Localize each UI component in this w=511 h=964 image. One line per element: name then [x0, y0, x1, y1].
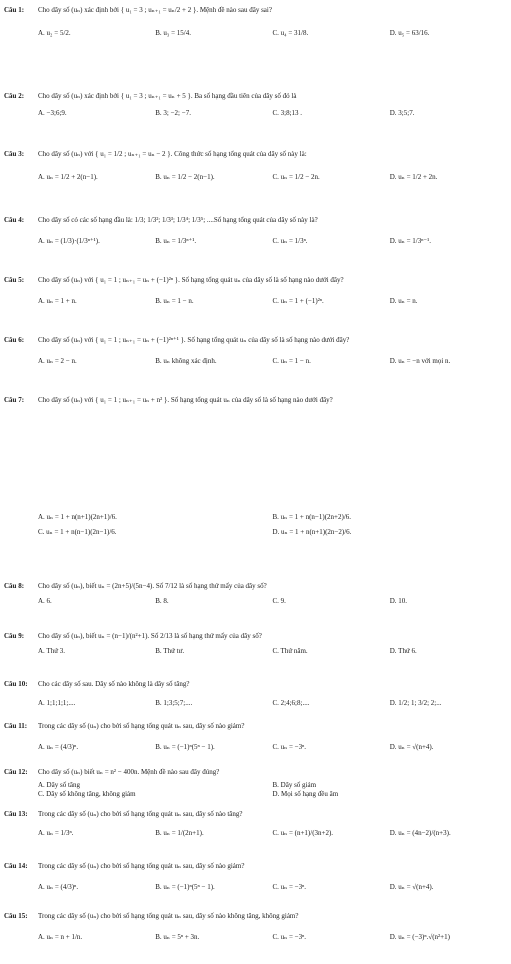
- option-a[interactable]: A. uₙ = 2 − n.: [38, 356, 77, 365]
- question-label: Câu 13:: [4, 810, 28, 818]
- question-10: [4, 680, 507, 708]
- option-b[interactable]: B. uₙ = 1/2 − 2(n−1).: [155, 172, 215, 181]
- option-b[interactable]: B. uₙ = 1 + n(n−1)(2n+2)/6.: [272, 512, 352, 521]
- question-label: Câu 6:: [4, 336, 25, 344]
- options-row: [38, 829, 507, 838]
- question-8: [4, 582, 507, 606]
- option-b[interactable]: B. Dãy số giảm: [272, 780, 317, 789]
- option-a[interactable]: A. uₙ = n + 1/n.: [38, 932, 83, 941]
- option-d[interactable]: D. uₙ = (4n−2)/(n+3).: [389, 828, 451, 837]
- option-d[interactable]: D. uₙ = 1/2 + 2n.: [389, 172, 438, 181]
- option-b[interactable]: B. 8.: [155, 596, 169, 605]
- option-a[interactable]: A. Thứ 3.: [38, 646, 65, 655]
- question-label: Câu 15:: [4, 912, 28, 920]
- option-d[interactable]: D. u₅ = 63/16.: [389, 28, 430, 37]
- option-b[interactable]: B. Thứ tư.: [155, 646, 185, 655]
- question-15: [4, 912, 507, 942]
- question-label: Câu 14:: [4, 862, 28, 870]
- option-c[interactable]: C. 9.: [272, 596, 286, 605]
- question-label: Câu 7:: [4, 396, 25, 404]
- options-row: [38, 883, 507, 892]
- question-stem: Cho dãy số (uₙ) xác định bởi { u₁ = 3 ; uₙ₊₁ = uₙ + 5 }. Ba số hạng đầu tiên của dãy số đó là: [38, 92, 297, 100]
- option-a[interactable]: A. uₙ = 1/3ⁿ.: [38, 828, 74, 837]
- option-a[interactable]: A. uₙ = (4/3)ⁿ.: [38, 882, 79, 891]
- question-label: Câu 2:: [4, 92, 25, 100]
- option-a[interactable]: A. −3;6;9.: [38, 108, 67, 117]
- option-d[interactable]: D. uₙ = √(n+4).: [389, 882, 434, 891]
- option-b[interactable]: B. uₙ = 1/(2n+1).: [155, 828, 204, 837]
- question-label: Câu 10:: [4, 680, 28, 688]
- option-b[interactable]: B. uₙ = (−1)ⁿ(5ⁿ − 1).: [155, 742, 215, 751]
- option-a[interactable]: A. 1;1;1;1;....: [38, 698, 76, 707]
- option-d[interactable]: D. 1/2; 1; 3/2; 2;...: [389, 698, 442, 707]
- question-5: [4, 276, 507, 306]
- option-a[interactable]: A. uₙ = 1/2 + 2(n−1).: [38, 172, 98, 181]
- question-label: Câu 3:: [4, 150, 25, 158]
- option-b[interactable]: B. uₙ = 1 − n.: [155, 296, 194, 305]
- option-c[interactable]: C. 2;4;6;8;....: [272, 698, 310, 707]
- options-row: [38, 29, 507, 38]
- question-stem: Cho dãy số (uₙ) với { u₁ = 1 ; uₙ₊₁ = uₙ + (−1)²ⁿ⁺¹ }. Số hạng tổng quát uₙ của dãy số là số hạng nào dưới đây?: [38, 336, 350, 344]
- question-stem: Trong các dãy số (uₙ) cho bởi số hạng tổng quát uₙ sau, dãy số nào giảm?: [38, 862, 245, 870]
- options-row: [38, 647, 507, 656]
- option-b[interactable]: B. 1;3;5;7;....: [155, 698, 193, 707]
- option-b[interactable]: B. u₃ = 15/4.: [155, 28, 192, 37]
- option-c[interactable]: C. uₙ = 1 + (−1)²ⁿ.: [272, 296, 324, 305]
- question-14: [4, 862, 507, 892]
- options-grid: [38, 781, 507, 799]
- question-label: Câu 5:: [4, 276, 25, 284]
- option-c[interactable]: C. uₙ = −3ⁿ.: [272, 932, 307, 941]
- option-c[interactable]: C. Thứ năm.: [272, 646, 308, 655]
- option-c[interactable]: C. uₙ = (n+1)/(3n+2).: [272, 828, 334, 837]
- option-a[interactable]: A. Dãy số tăng: [38, 780, 80, 789]
- options-row: [38, 597, 507, 606]
- question-stem: Cho dãy số (uₙ) với { u₁ = 1 ; uₙ₊₁ = uₙ + n² }. Số hạng tổng quát uₙ của dãy số là số hạng nào dưới đây?: [38, 396, 333, 404]
- question-stem: Cho dãy số (uₙ), biết uₙ = (2n+5)/(5n−4). Số 7/12 là số hạng thứ mấy của dãy số?: [38, 582, 267, 590]
- option-c[interactable]: C. Dãy số không tăng, không giảm: [38, 789, 136, 798]
- option-c[interactable]: C. uₙ = 1/2 − 2n.: [272, 172, 320, 181]
- question-stem: Cho dãy số (uₙ) biết uₙ = n² − 400n. Mệnh đề nào sau đây đúng?: [38, 768, 220, 776]
- option-b[interactable]: B. uₙ = (−1)ⁿ(5ⁿ − 1).: [155, 882, 215, 891]
- options-row: [38, 699, 507, 708]
- question-13: [4, 810, 507, 838]
- question-12: [4, 768, 507, 798]
- option-d[interactable]: D. uₙ = n.: [389, 296, 418, 305]
- option-d[interactable]: D. uₙ = 1/3ⁿ⁻¹.: [389, 236, 431, 245]
- question-label: Câu 8:: [4, 582, 25, 590]
- option-b[interactable]: B. uₙ không xác định.: [155, 356, 217, 365]
- option-d[interactable]: D. 3;5;7.: [389, 108, 415, 117]
- option-d[interactable]: D. 10.: [389, 596, 408, 605]
- option-a[interactable]: A. 6.: [38, 596, 52, 605]
- option-b[interactable]: B. uₙ = 5ⁿ + 3n.: [155, 932, 200, 941]
- option-a[interactable]: A. uₙ = (4/3)ⁿ.: [38, 742, 79, 751]
- question-label: Câu 1:: [4, 6, 25, 14]
- question-stem: Cho dãy số (uₙ), biết uₙ = (n−1)/(n²+1). Số 2/13 là số hạng thứ mấy của dãy số?: [38, 632, 262, 640]
- option-d[interactable]: D. uₙ = 1 + n(n+1)(2n−2)/6.: [272, 527, 352, 536]
- options-row: [38, 109, 507, 118]
- question-label: Câu 9:: [4, 632, 25, 640]
- question-label: Câu 12:: [4, 768, 28, 776]
- question-stem: Cho dãy số (uₙ) xác định bởi { u₁ = 3 ; uₙ₊₁ = uₙ/2 + 2 }. Mệnh đề nào sau đây sai?: [38, 6, 272, 14]
- options-row: [38, 357, 507, 366]
- question-stem: Cho dãy số (uₙ) với { u₁ = 1 ; uₙ₊₁ = uₙ + (−1)²ⁿ }. Số hạng tổng quát uₙ của dãy số là số hạng nào dưới đây?: [38, 276, 344, 284]
- question-stem: Trong các dãy số (uₙ) cho bởi số hạng tổng quát uₙ sau, dãy số nào không tăng, không giảm?: [38, 912, 299, 920]
- question-stem: Trong các dãy số (uₙ) cho bởi số hạng tổng quát uₙ sau, dãy số nào giảm?: [38, 722, 245, 730]
- option-c[interactable]: C. uₙ = −3ⁿ.: [272, 742, 307, 751]
- option-c[interactable]: C. uₙ = 1 − n.: [272, 356, 311, 365]
- options-row: [38, 173, 507, 182]
- question-7: [4, 396, 507, 536]
- options-row: [38, 743, 507, 752]
- options-row: [38, 933, 507, 942]
- question-4: [4, 216, 507, 246]
- question-stem: Cho dãy số (uₙ) với { u₁ = 1/2 ; uₙ₊₁ = uₙ − 2 }. Công thức số hạng tổng quát của dãy số này là:: [38, 150, 307, 158]
- options-grid: [38, 513, 507, 537]
- question-11: [4, 722, 507, 752]
- question-2: [4, 92, 507, 118]
- option-d[interactable]: D. uₙ = √(n+4).: [389, 742, 434, 751]
- options-row: [38, 297, 507, 306]
- option-c[interactable]: C. uₙ = 1/3ⁿ.: [272, 236, 308, 245]
- option-b[interactable]: B. uₙ = 1/3ⁿ⁺¹.: [155, 236, 197, 245]
- option-d[interactable]: D. uₙ = −n với mọi n.: [389, 356, 451, 365]
- question-6: [4, 336, 507, 366]
- question-label: Câu 4:: [4, 216, 25, 224]
- question-label: Câu 11:: [4, 722, 28, 730]
- option-a[interactable]: A. uₙ = (1/3)·(1/3ⁿ⁺¹).: [38, 236, 100, 245]
- option-d[interactable]: D. Thứ 6.: [389, 646, 417, 655]
- option-c[interactable]: C. 3;8;13 .: [272, 108, 303, 117]
- option-c[interactable]: C. uₙ = 1 + n(n−1)(2n−1)/6.: [38, 527, 117, 536]
- question-stem: Cho các dãy số sau. Dãy số nào không là dãy số tăng?: [38, 680, 190, 688]
- option-d[interactable]: D. uₙ = (−3)ⁿ.√(n²+1): [389, 932, 450, 941]
- question-3: [4, 150, 507, 182]
- option-c[interactable]: C. u₄ = 31/8.: [272, 28, 309, 37]
- question-9: [4, 632, 507, 656]
- options-row: [38, 237, 507, 246]
- option-a[interactable]: A. uₙ = 1 + n(n+1)(2n+1)/6.: [38, 512, 117, 521]
- option-c[interactable]: C. uₙ = −3ⁿ.: [272, 882, 307, 891]
- option-a[interactable]: A. uₙ = 1 + n.: [38, 296, 77, 305]
- option-d[interactable]: D. Mọi số hạng đều âm: [272, 789, 339, 798]
- question-1: [4, 6, 507, 38]
- option-a[interactable]: A. u₂ = 5/2.: [38, 28, 71, 37]
- question-stem: Cho dãy số có các số hạng đầu là: 1/3; 1/3²; 1/3³; 1/3⁴; 1/3⁵; ....Số hạng tổng quát của dãy số này là?: [38, 216, 318, 224]
- question-stem: Trong các dãy số (uₙ) cho bởi số hạng tổng quát uₙ sau, dãy số nào tăng?: [38, 810, 243, 818]
- option-b[interactable]: B. 3; −2; −7.: [155, 108, 191, 117]
